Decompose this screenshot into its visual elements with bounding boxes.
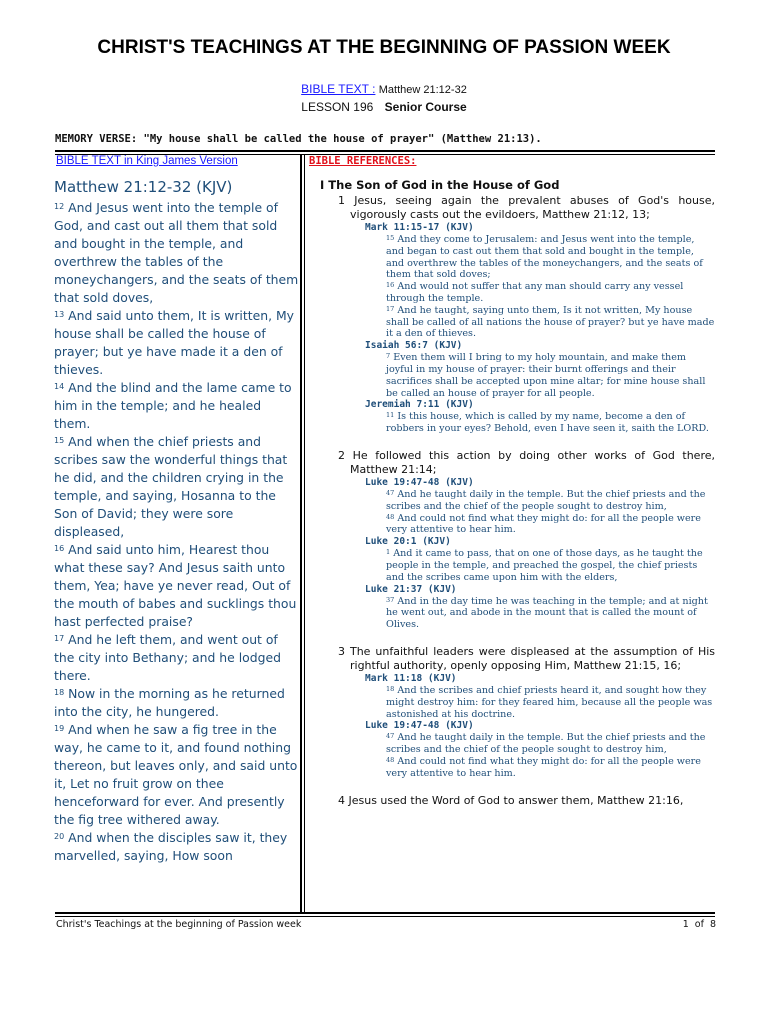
total-pages: 8 (709, 919, 716, 930)
current-page: 1 (682, 919, 689, 930)
verse: $^{17}$ And he taught, saying unto them, Is it not written, My house shall be called of all nations the house of prayer? but ye have made it a den of thieves. (386, 304, 715, 340)
kjv-text-column (54, 177, 299, 865)
verse: $^{12}$ And Jesus went into the temple of God, and cast out all them that sold and bought in the temple, and overthrew the tables of the moneychangers, and the seats of them that sold doves, (54, 200, 299, 305)
verse-reference: Mark 11:15-17 (KJV) (365, 222, 474, 233)
footer-title: Christ's Teachings at the beginning of Passion week (56, 919, 302, 930)
references-column (310, 178, 715, 808)
reference-block (366, 477, 715, 631)
reference-block (366, 673, 715, 780)
left-column-heading[interactable]: BIBLE TEXT in King James Version (56, 155, 238, 167)
verse: $^{13}$ And said unto them, It is written, My house shall be called the house of prayer; but ye have made it a den of thieves. (54, 308, 294, 377)
verse-reference: Luke 21:37 (KJV) (365, 583, 457, 595)
verse: $^{47}$ And he taught daily in the temple. But the chief priests and the scribes and the chief of the people sought to destroy him, (386, 732, 706, 756)
memory-verse: MEMORY VERSE: "My house shall be called the house of prayer" (Matthew 21:13). (55, 133, 542, 145)
verse: $^{48}$ And could not find what they might do: for all the people were very attentive to hear him. (386, 512, 701, 536)
verse: $^1$ And it came to pass, that on one of those days, as he taught the people in the temple, and preached the gospel, the chief priests and the scribes came upon him with the elders, (386, 548, 703, 583)
page-of: of (694, 919, 704, 930)
verse: $^{11}$ Is this house, which is called by my name, become a den of robbers in your eyes? Behold, even I have seen it, saith the LORD. (386, 411, 709, 435)
verse: $^{19}$ And when he saw a fig tree in the way, he came to it, and found nothing thereon, but leaves only, and said unto it, Let no fruit grow on thee henceforward for ever. And presently the fig tree withered away. (54, 722, 298, 827)
point-1: 1 Jesus, seeing again the prevalent abuses of God's house, vigorously casts out the evildoers, Matthew 21:12, 13; (338, 194, 715, 221)
column-divider-thin (304, 155, 305, 912)
header-divider (55, 150, 715, 152)
point-3: 3 The unfaithful leaders were displeased at the assumption of His rightful authority, openly opposing Him, Matthew 21:15, 16; (338, 644, 715, 672)
verse: $^{47}$ And he taught daily in the temple. But the chief priests and the scribes and the chief of the people sought to destroy him, (386, 488, 706, 512)
verse: $^{48}$ And could not find what they might do: for all the people were very attentive to hear him. (386, 755, 701, 779)
page-number (660, 919, 716, 930)
footer-divider (55, 912, 715, 914)
verse-reference: Jeremiah 7:11 (KJV) (365, 399, 474, 411)
point-2: 2 He followed this action by doing other works of God there, Matthew 21:14; (338, 448, 715, 476)
verse: $^{18}$ And the scribes and chief priests heard it, and sought how they might destroy him: for they feared him, because all the people was astonished at his doctrine. (386, 684, 713, 720)
verse-reference: Luke 20:1 (KJV) (365, 536, 451, 548)
verse-reference: Luke 19:47-48 (KJV) (365, 476, 474, 488)
verse: $^{14}$ And the blind and the lame came to him in the temple; and he healed them. (54, 380, 292, 431)
page-title: CHRIST'S TEACHINGS AT THE BEGINNING OF PASSION WEEK (97, 37, 671, 58)
right-column-heading: BIBLE REFERENCES: (309, 155, 417, 167)
verse-reference: Luke 19:47-48 (KJV) (365, 720, 474, 732)
bible-text-reference: Matthew 21:12-32 (378, 84, 467, 96)
verse: $^{17}$ And he left them, and went out of the city into Bethany; and he lodged there. (54, 632, 281, 683)
point-4: 4 Jesus used the Word of God to answer them, Matthew 21:16, (338, 793, 684, 807)
verse: $^{15}$ And they come to Jerusalem: and Jesus went into the temple, and began to cast out them that sold and bought in the temple, and overthrew the tables of the moneychangers, and the seats of them that sold doves; (386, 234, 703, 281)
bible-text-line (0, 82, 768, 96)
verse: $^{37}$ And in the day time he was teaching in the temple; and at night he went out, and abode in the mount that is called the mount of Olives. (386, 595, 708, 631)
section-heading: I The Son of God in the House of God (320, 178, 560, 192)
lesson-line (0, 100, 768, 114)
verse: $^{15}$ And when the chief priests and scribes saw the wonderful things that he did, and the children crying in the temple, and saying, Hosanna to the Son of David; they were sore displeased, (54, 434, 288, 539)
bible-text-label[interactable]: BIBLE TEXT : (301, 82, 376, 96)
column-divider (300, 155, 302, 912)
verse: $^{16}$ And said unto him, Hearest thou what these say? And Jesus saith unto them, Yea; have ye never read, Out of the mouth of babes and sucklings thou hast perfected praise? (54, 542, 297, 629)
verse: $^{16}$ And would not suffer that any man should carry any vessel through the temple. (386, 281, 684, 304)
verse: $^{18}$ Now in the morning as he returned into the city, he hungered. (54, 686, 285, 719)
reference-block (366, 222, 715, 435)
verse: $^{20}$ And when the disciples saw it, they marvelled, saying, How soon (54, 830, 288, 863)
footer-divider-thin (55, 916, 715, 917)
verse-reference: Isaiah 56:7 (KJV) (365, 340, 463, 352)
verse-reference: Mark 11:18 (KJV) (365, 672, 457, 684)
verse: $^7$ Even them will I bring to my holy mountain, and make them joyful in my house of prayer: their burnt offerings and their sacrifices shall be accepted upon mine altar; for mine house shall be called an house of prayer for all people. (386, 352, 706, 399)
course-name: Senior Course (384, 100, 467, 114)
kjv-reference: Matthew 21:12-32 (KJV) (54, 178, 233, 196)
lesson-number: LESSON 196 (301, 100, 374, 114)
